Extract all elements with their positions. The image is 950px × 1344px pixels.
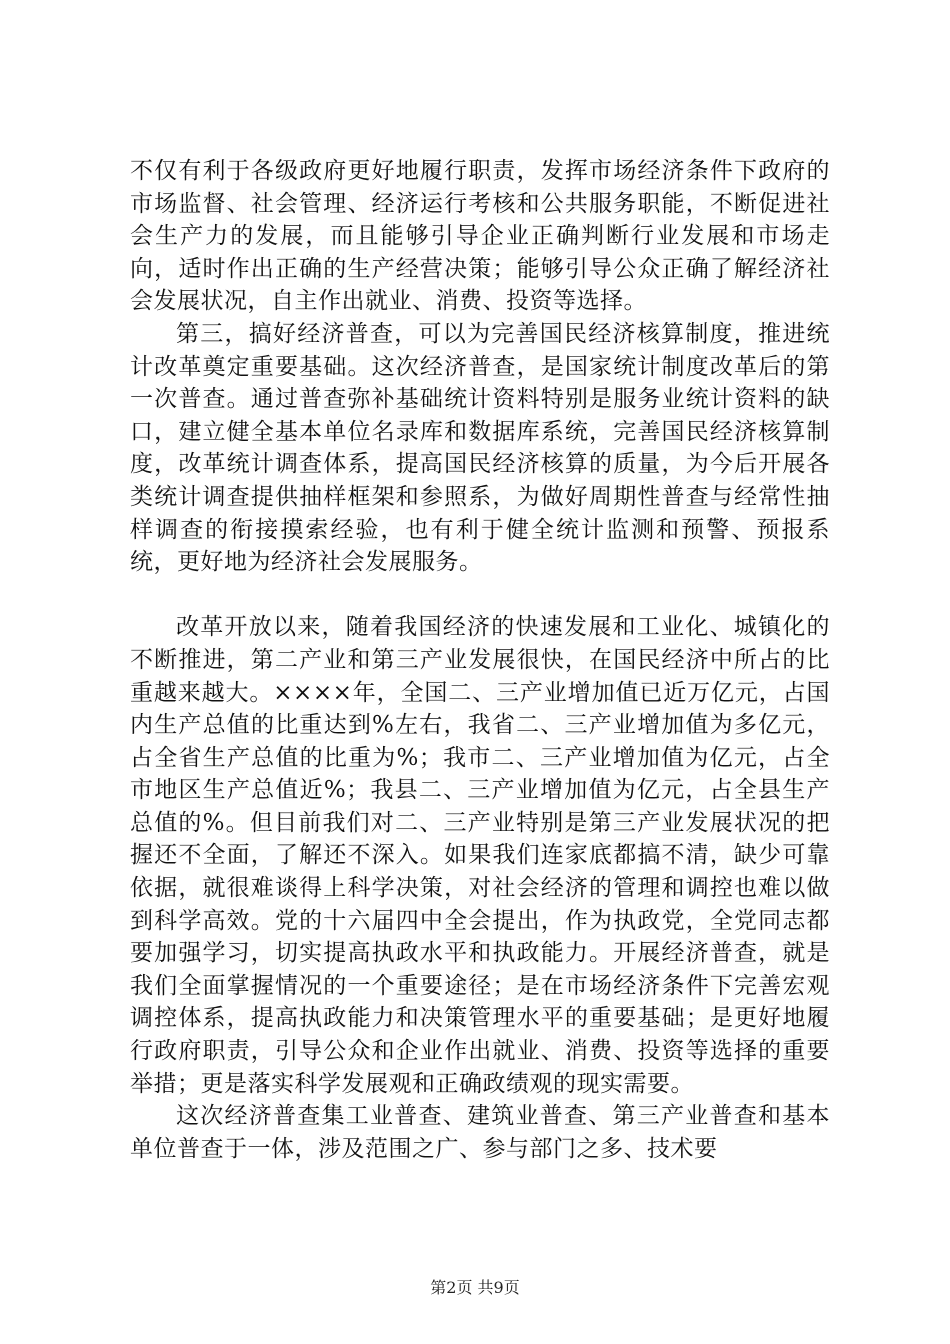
paragraph-census-scope: 这次经济普查集工业普查、建筑业普查、第三产业普查和基本单位普查于一体，涉及范围之广、参与部门之多、技术要: [130, 1103, 830, 1162]
page-footer: 第2页 共9页: [430, 1278, 520, 1297]
paragraph-continued: 不仅有利于各级政府更好地履行职责，发挥市场经济条件下政府的市场监督、社会管理、经济运行考核和公共服务职能，不断促进社会生产力的发展，而且能够引导企业正确判断行业发展和市场走向，适时作出正确的生产经营决策；能够引导公众正确了解经济社会发展状况，自主作出就业、消费、投资等选择。: [130, 158, 830, 315]
paragraph-reform-opening: 改革开放以来，随着我国经济的快速发展和工业化、城镇化的不断推进，第二产业和第三产业发展很快，在国民经济中所占的比重越来越大。××××年，全国二、三产业增加值已近万亿元，占国内生产总值的比重达到%左右，我省二、三产业增加值为多亿元，占全省生产总值的比重为%；我市二、三产业增加值为亿元，占全市地区生产总值近%；我县二、三产业增加值为亿元，占全县生产总值的%。但目前我们对二、三产业特别是第三产业发展状况的把握还不全面，了解还不深入。如果我们连家底都搞不清，缺少可靠依据，就很难谈得上科学决策，对社会经济的管理和调控也难以做到科学高效。党的十六届四中全会提出，作为执政党，全党同志都要加强学习，切实提高执政水平和执政能力。开展经济普查，就是我们全面掌握情况的一个重要途径；是在市场经济条件下完善宏观调控体系，提高执政能力和决策管理水平的重要基础；是更好地履行政府职责，引导公众和企业作出就业、消费、投资等选择的重要举措；更是落实科学发展观和正确政绩观的现实需要。: [130, 614, 830, 1097]
paragraph-third-point: 第三，搞好经济普查，可以为完善国民经济核算制度，推进统计改革奠定重要基础。这次经济普查，是国家统计制度改革后的第一次普查。通过普查弥补基础统计资料特别是服务业统计资料的缺口，建立健全基本单位名录库和数据库系统，完善国民经济核算制度，改革统计调查体系，提高国民经济核算的质量，为今后开展各类统计调查提供抽样框架和参照系，为做好周期性普查与经常性抽样调查的衔接摸索经验，也有利于健全统计监测和预警、预报系统，更好地为经济社会发展服务。: [130, 320, 830, 576]
document-body: [130, 155, 830, 1165]
